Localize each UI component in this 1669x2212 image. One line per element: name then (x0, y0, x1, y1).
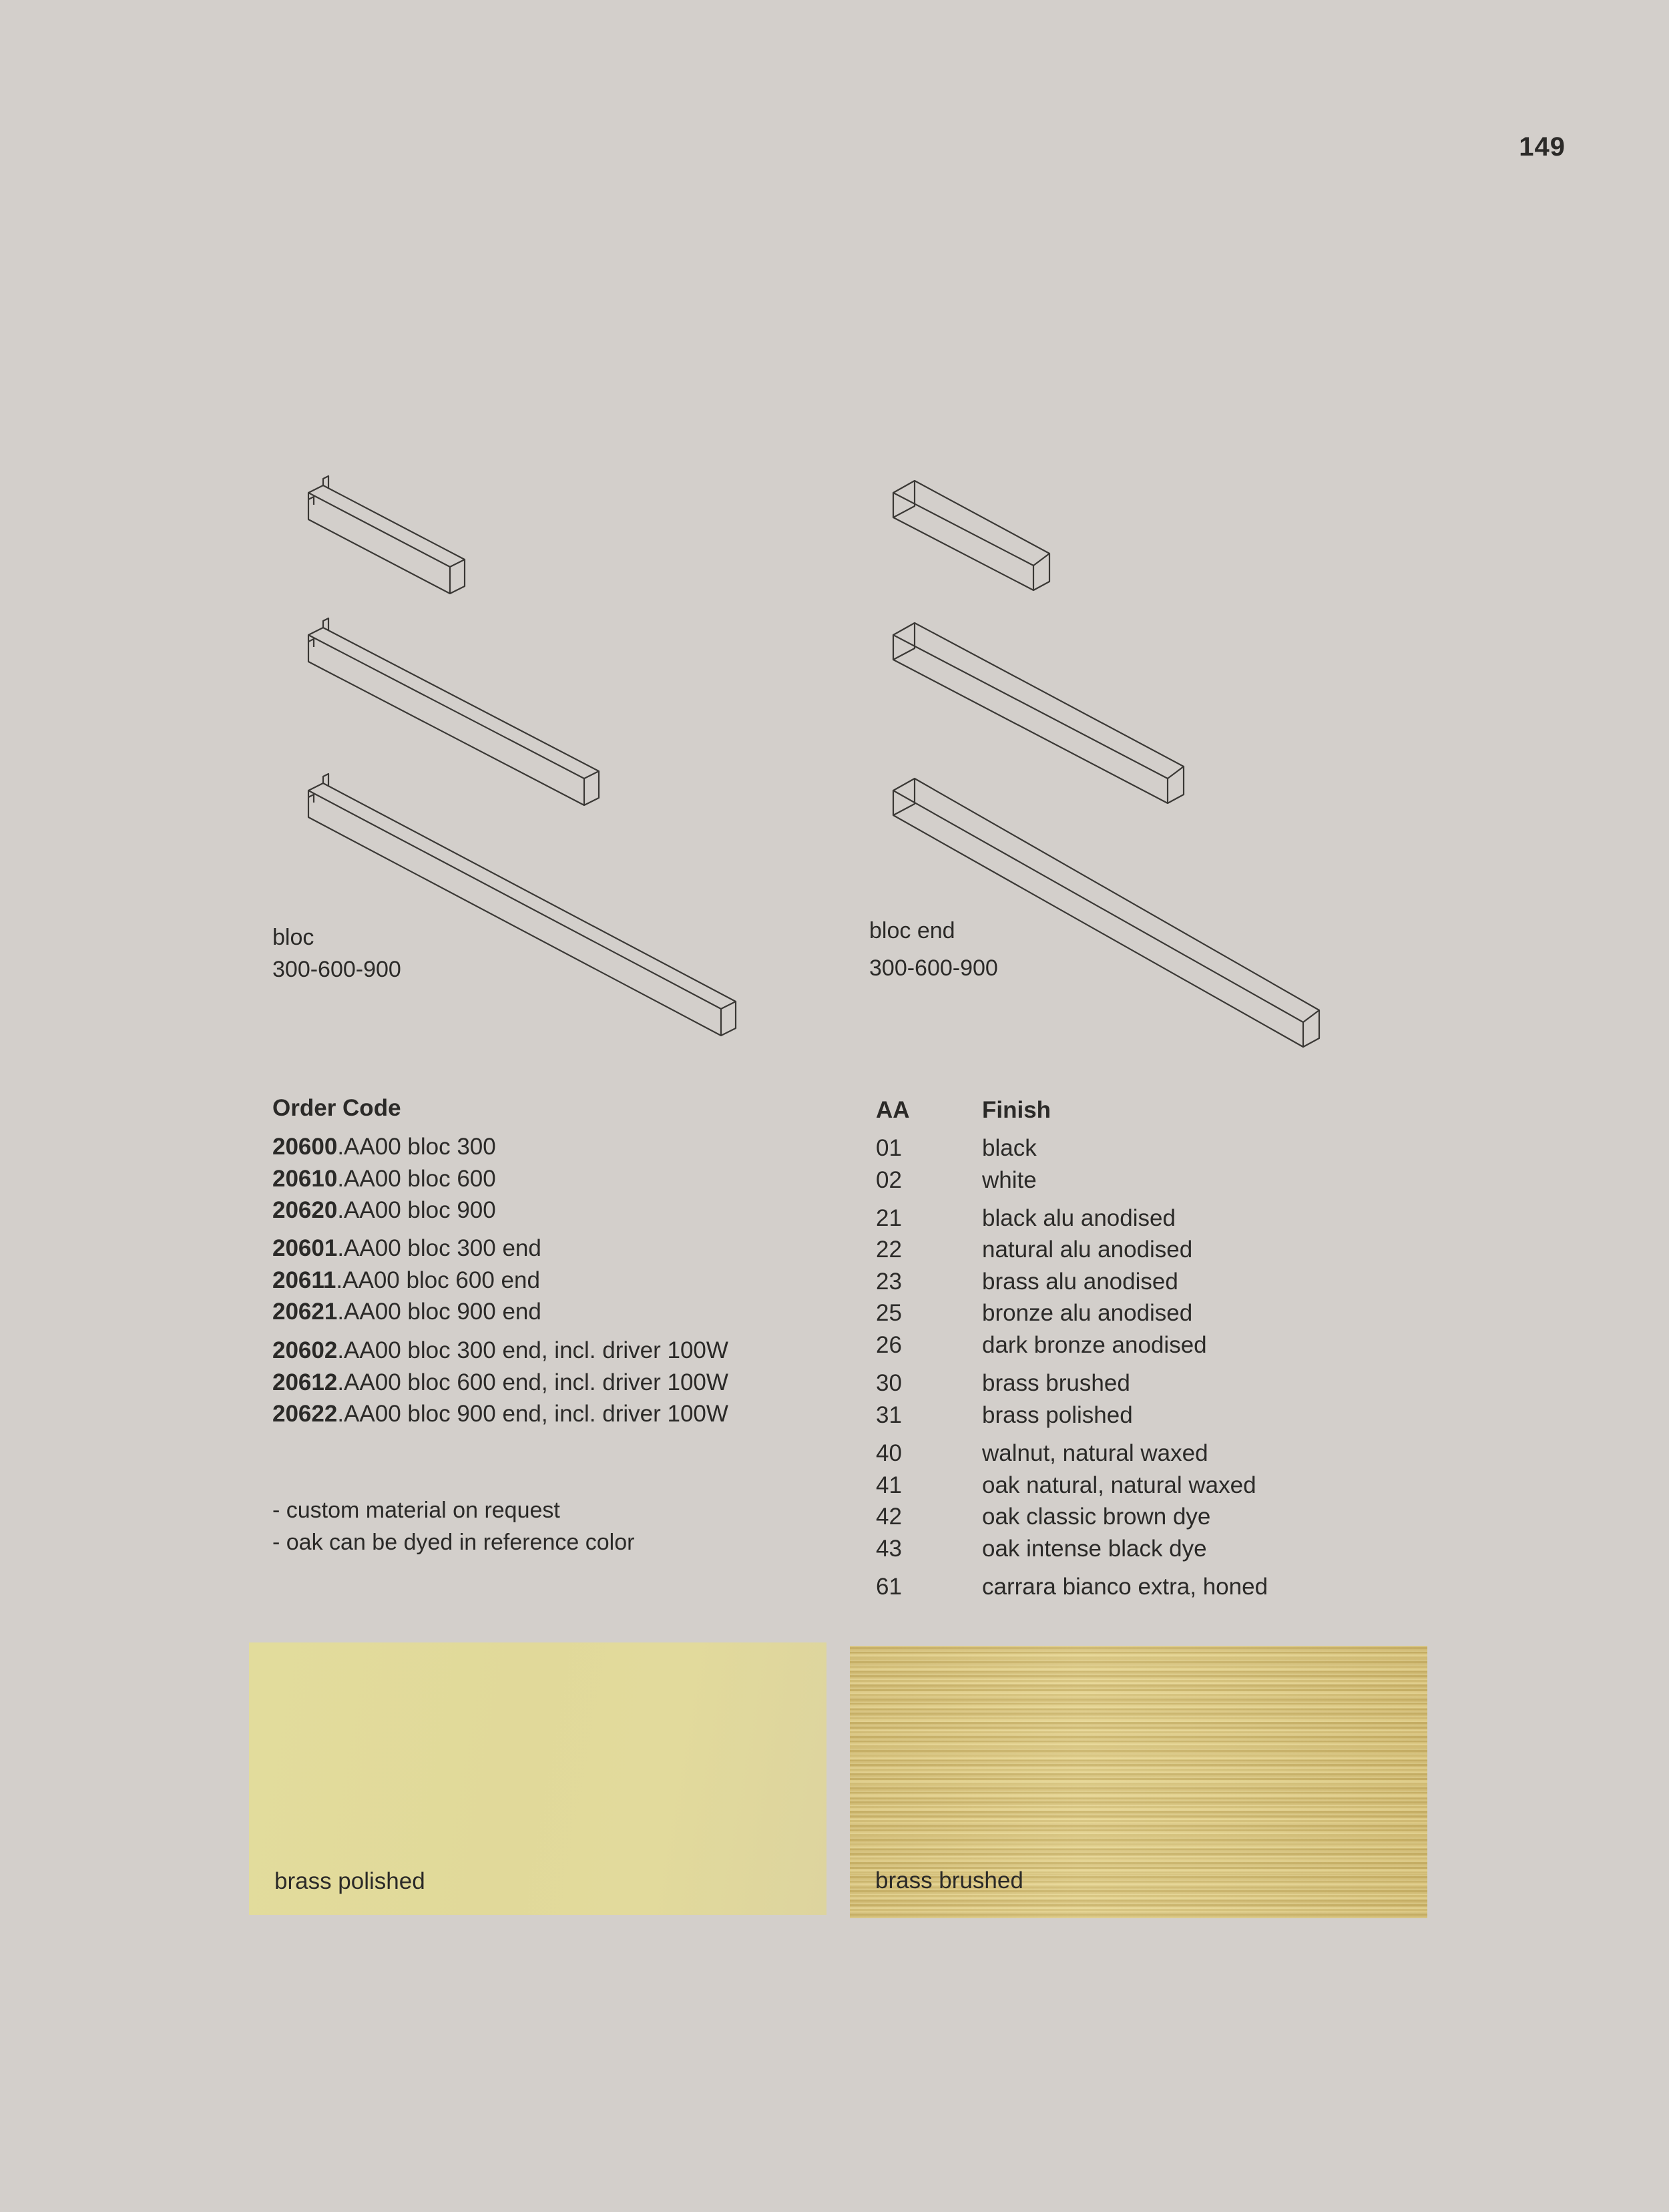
order-code: 20622 (272, 1401, 338, 1427)
order-row (272, 1134, 496, 1160)
order-row (272, 1267, 540, 1294)
order-desc: .AA00 bloc 300 end (337, 1235, 541, 1261)
bloc-600-drawing (308, 618, 599, 805)
finish-name: brass polished (982, 1402, 1133, 1428)
product-name: bloc (272, 925, 314, 950)
order-code: 20602 (272, 1337, 338, 1363)
finish-name: oak intense black dye (982, 1536, 1207, 1562)
finish-code-heading: AA (876, 1097, 910, 1123)
finish-code: 41 (876, 1472, 902, 1498)
order-desc: .AA00 bloc 300 (337, 1134, 496, 1160)
order-code: 20612 (272, 1369, 338, 1395)
finish-code: 23 (876, 1269, 902, 1295)
product-label-bloc-end (869, 915, 998, 984)
finish-name: brass alu anodised (982, 1269, 1178, 1295)
page-number: 149 (1519, 132, 1566, 162)
order-code: 20611 (272, 1267, 336, 1293)
order-desc: .AA00 bloc 900 end (337, 1299, 541, 1325)
note-item: - oak can be dyed in reference color (272, 1530, 635, 1555)
finish-name: oak classic brown dye (982, 1504, 1211, 1530)
finish-code: 01 (876, 1135, 902, 1161)
product-sizes: 300-600-900 (869, 955, 998, 981)
finish-code: 42 (876, 1504, 902, 1530)
swatch-brass-brushed (850, 1646, 1427, 1918)
order-row (272, 1337, 728, 1364)
order-code: 20601 (272, 1235, 338, 1261)
order-row (272, 1401, 728, 1427)
swatch-label: brass brushed (875, 1867, 1023, 1894)
order-code-heading: Order Code (272, 1095, 401, 1121)
finish-name: carrara bianco extra, honed (982, 1574, 1268, 1600)
swatch-label: brass polished (274, 1868, 425, 1894)
finish-code: 21 (876, 1205, 902, 1231)
order-code: 20620 (272, 1197, 338, 1223)
order-desc: .AA00 bloc 600 (337, 1166, 496, 1192)
finish-name: black (982, 1135, 1037, 1161)
order-code: 20600 (272, 1134, 338, 1160)
order-desc: .AA00 bloc 900 end, incl. driver 100W (337, 1401, 728, 1427)
finish-code: 30 (876, 1370, 902, 1396)
finish-name: oak natural, natural waxed (982, 1472, 1256, 1498)
finish-code: 25 (876, 1300, 902, 1326)
finish-name: bronze alu anodised (982, 1300, 1193, 1326)
product-drawings (0, 0, 1669, 1102)
finish-code: 02 (876, 1167, 902, 1193)
product-sizes: 300-600-900 (272, 957, 401, 982)
order-row (272, 1235, 541, 1262)
bloc-end-600-drawing (893, 623, 1184, 803)
bloc-end-900-drawing (893, 779, 1319, 1047)
order-row (272, 1166, 496, 1192)
order-desc: .AA00 bloc 600 end (336, 1267, 540, 1293)
finish-heading: Finish (982, 1097, 1051, 1123)
finish-name: walnut, natural waxed (982, 1440, 1208, 1466)
finish-code: 22 (876, 1237, 902, 1263)
finish-name: white (982, 1167, 1037, 1193)
notes (272, 1494, 634, 1558)
finish-name: natural alu anodised (982, 1237, 1193, 1263)
product-label-bloc (272, 921, 401, 985)
finish-code: 61 (876, 1574, 902, 1600)
bloc-300-drawing (308, 476, 465, 594)
finish-code: 43 (876, 1536, 902, 1562)
order-row (272, 1197, 496, 1224)
product-name: bloc end (869, 918, 955, 943)
order-code: 20621 (272, 1299, 338, 1325)
order-desc: .AA00 bloc 600 end, incl. driver 100W (337, 1369, 728, 1395)
finish-code: 31 (876, 1402, 902, 1428)
finish-code: 40 (876, 1440, 902, 1466)
bloc-900-drawing (308, 774, 736, 1036)
order-code: 20610 (272, 1166, 338, 1192)
finish-name: black alu anodised (982, 1205, 1176, 1231)
finish-name: brass brushed (982, 1370, 1130, 1396)
finish-name: dark bronze anodised (982, 1332, 1207, 1358)
order-desc: .AA00 bloc 900 (337, 1197, 496, 1223)
order-row (272, 1299, 541, 1325)
finish-code: 26 (876, 1332, 902, 1358)
order-desc: .AA00 bloc 300 end, incl. driver 100W (337, 1337, 728, 1363)
swatch-brass-polished (249, 1642, 826, 1915)
order-row (272, 1369, 728, 1396)
bloc-end-300-drawing (893, 481, 1049, 590)
note-item: - custom material on request (272, 1498, 560, 1523)
